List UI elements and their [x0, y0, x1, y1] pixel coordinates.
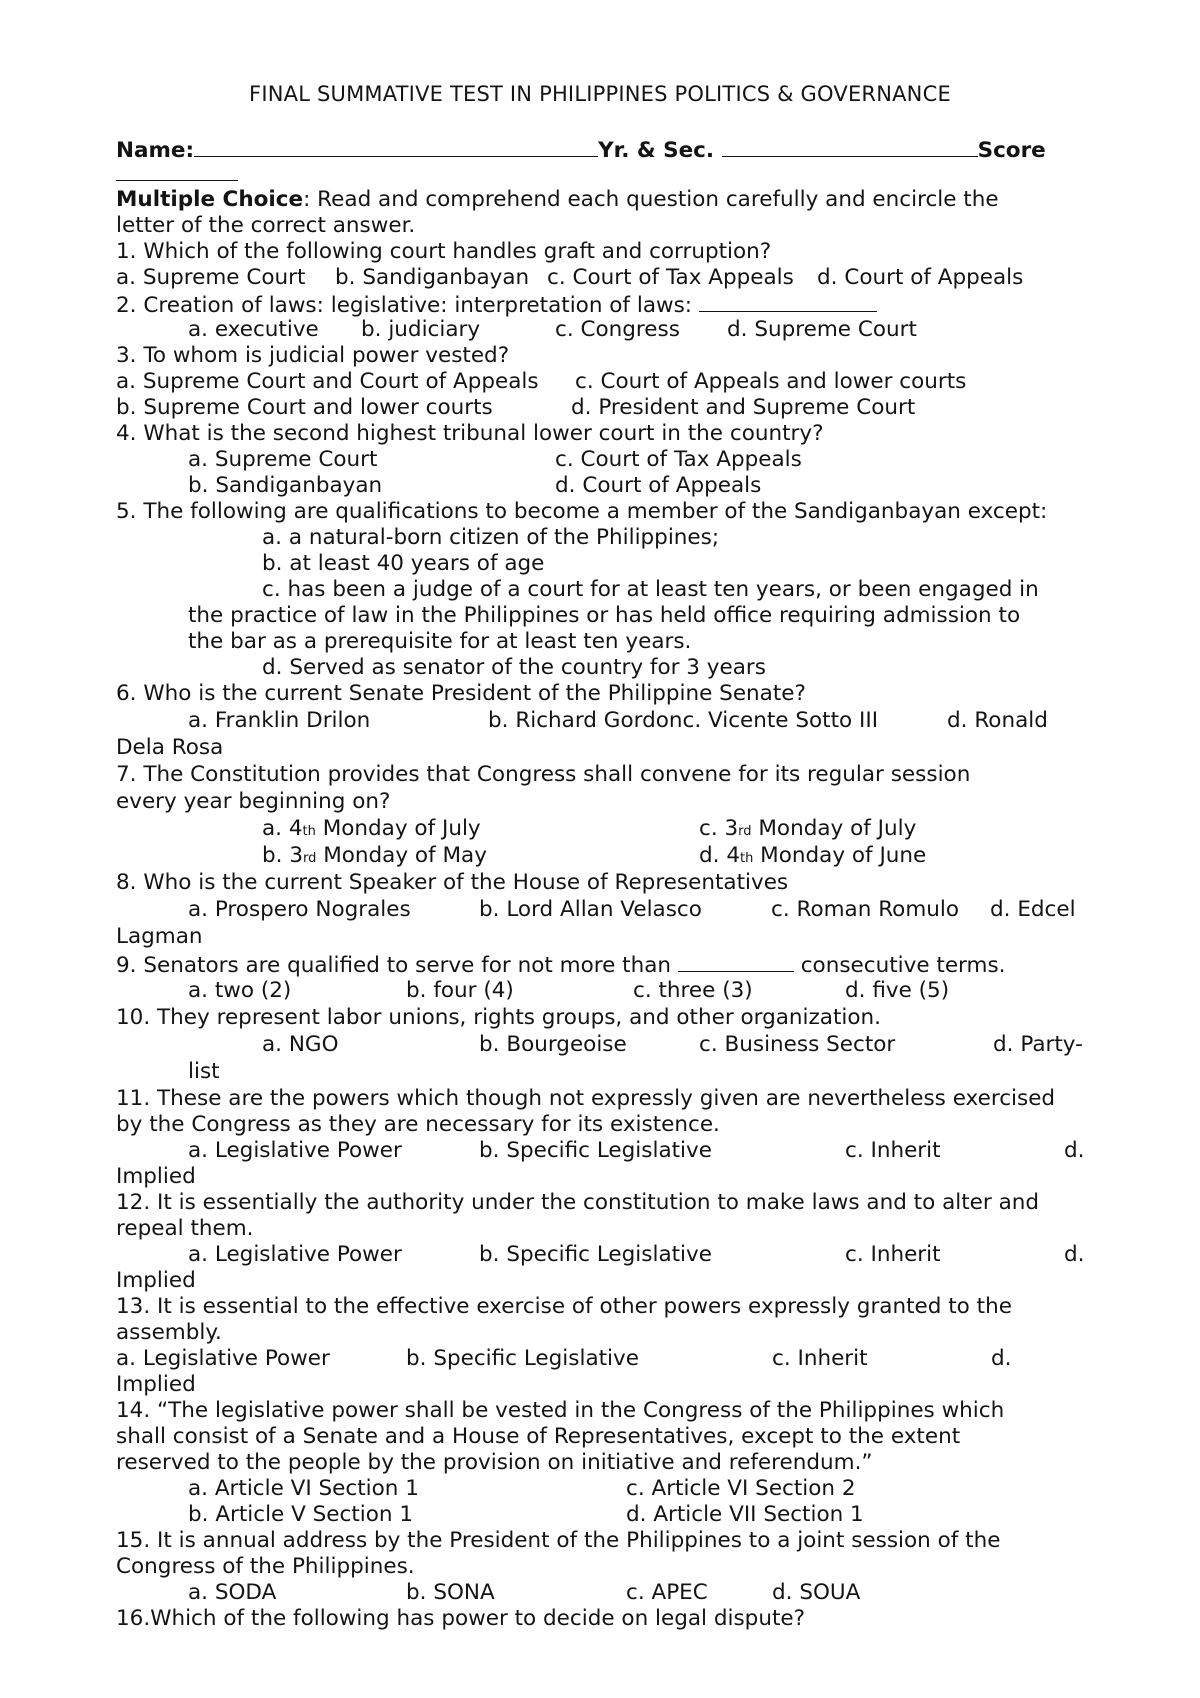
question-11-stem: 11. These are the powers which though not expressly given are nevertheless exercised: [116, 1086, 1056, 1111]
q10-option-c[interactable]: c. Business Sector: [699, 1032, 896, 1057]
q6-option-d-cont: Dela Rosa: [116, 735, 224, 760]
instructions-text: : Read and comprehend each question carefully and encircle the: [303, 187, 999, 212]
section-blank[interactable]: [722, 136, 978, 157]
q12-option-d-cont: Implied: [116, 1268, 196, 1293]
question-7-stem-cont: every year beginning on?: [116, 789, 391, 814]
q10-option-b[interactable]: b. Bourgeoise: [479, 1032, 627, 1057]
q14-option-c[interactable]: c. Article VI Section 2: [626, 1476, 856, 1501]
q3-option-a[interactable]: a. Supreme Court and Court of Appeals: [116, 369, 539, 394]
q5-option-a[interactable]: a. a natural-born citizen of the Philippines;: [262, 525, 720, 550]
q7-d-ordinal: th: [740, 851, 754, 866]
q13-option-d[interactable]: d.: [991, 1346, 1012, 1371]
q2-option-a[interactable]: a. executive: [188, 317, 319, 342]
q8-option-c[interactable]: c. Roman Romulo: [771, 897, 960, 922]
q6-option-bc[interactable]: b. Richard Gordonc. Vicente Sotto III: [488, 708, 879, 733]
q15-option-c[interactable]: c. APEC: [626, 1580, 708, 1605]
q10-option-a[interactable]: a. NGO: [262, 1032, 339, 1057]
q4-option-d[interactable]: d. Court of Appeals: [555, 473, 762, 498]
question-5-stem: 5. The following are qualifications to become a member of the Sandiganbayan except:: [116, 499, 1048, 524]
name-label: Name:: [116, 138, 195, 163]
q1-option-d[interactable]: d. Court of Appeals: [817, 265, 1024, 290]
question-13-stem-cont: assembly.: [116, 1320, 222, 1345]
q13-option-b[interactable]: b. Specific Legislative: [406, 1346, 639, 1371]
q12-option-d[interactable]: d.: [1064, 1242, 1085, 1267]
question-12-stem: 12. It is essentially the authority under the constitution to make laws and to alter and: [116, 1190, 1040, 1215]
q9-option-d[interactable]: d. five (5): [845, 978, 950, 1003]
q3-option-b[interactable]: b. Supreme Court and lower courts: [116, 395, 493, 420]
q6-option-a[interactable]: a. Franklin Drilon: [188, 708, 371, 733]
question-13-stem: 13. It is essential to the effective exercise of other powers expressly granted to the: [116, 1294, 1012, 1319]
q13-option-a[interactable]: a. Legislative Power: [116, 1346, 330, 1371]
q4-option-c[interactable]: c. Court of Tax Appeals: [555, 447, 802, 472]
q10-option-d[interactable]: d. Party-: [993, 1032, 1083, 1057]
q9-blank[interactable]: [678, 951, 794, 972]
q1-option-a[interactable]: a. Supreme Court: [116, 265, 306, 290]
question-10-stem: 10. They represent labor unions, rights groups, and other organization.: [116, 1005, 882, 1030]
q10-option-d-cont: list: [188, 1059, 220, 1084]
q2-option-d[interactable]: d. Supreme Court: [727, 317, 917, 342]
q5-option-c[interactable]: c. has been a judge of a court for at least ten years, or been engaged in: [262, 577, 1039, 602]
instructions-label: Multiple Choice: [116, 187, 304, 212]
q3-option-c[interactable]: c. Court of Appeals and lower courts: [575, 369, 967, 394]
question-3-stem: 3. To whom is judicial power vested?: [116, 343, 510, 368]
q11-option-d-cont: Implied: [116, 1164, 196, 1189]
q8-option-d[interactable]: d. Edcel: [990, 897, 1076, 922]
question-14-stem: 14. “The legislative power shall be vested in the Congress of the Philippines which: [116, 1398, 1005, 1423]
question-14-stem-cont-2: reserved to the people by the provision on initiative and referendum.”: [116, 1450, 873, 1475]
question-16-stem: 16.Which of the following has power to decide on legal dispute?: [116, 1606, 806, 1631]
q15-option-a[interactable]: a. SODA: [188, 1580, 277, 1605]
q7-d-post: Monday of June: [753, 843, 927, 868]
score-blank[interactable]: [116, 160, 238, 181]
q15-option-b[interactable]: b. SONA: [406, 1580, 495, 1605]
q7-a-pre: a. 4: [262, 816, 303, 841]
q12-option-c[interactable]: c. Inherit: [845, 1242, 941, 1267]
question-4-stem: 4. What is the second highest tribunal lower court in the country?: [116, 421, 824, 446]
score-label: Score: [977, 138, 1046, 163]
question-15-stem: 15. It is annual address by the President of the Philippines to a joint session of the: [116, 1528, 1001, 1553]
q7-d-pre: d. 4: [699, 843, 740, 868]
q2-option-c[interactable]: c. Congress: [555, 317, 680, 342]
q12-option-a[interactable]: a. Legislative Power: [188, 1242, 402, 1267]
question-14-stem-cont-1: shall consist of a Senate and a House of Representatives, except to the extent: [116, 1424, 961, 1449]
q15-option-d[interactable]: d. SOUA: [772, 1580, 861, 1605]
q9-option-a[interactable]: a. two (2): [188, 978, 292, 1003]
q13-option-d-cont: Implied: [116, 1372, 196, 1397]
q2-option-b[interactable]: b. judiciary: [361, 317, 481, 342]
q7-b-pre: b. 3: [262, 843, 303, 868]
score-blank-line: [116, 160, 238, 188]
section-label: Yr. & Sec.: [598, 138, 715, 163]
q7-c-ordinal: rd: [738, 824, 752, 839]
q5-option-c-cont-1: the practice of law in the Philippines or has held office requiring admission to: [188, 603, 1021, 628]
q14-option-d[interactable]: d. Article VII Section 1: [626, 1502, 864, 1527]
q5-option-d[interactable]: d. Served as senator of the country for 3 years: [262, 655, 766, 680]
q2-stem-text: 2. Creation of laws: legislative: interpretation of laws:: [116, 293, 693, 318]
q4-option-b[interactable]: b. Sandiganbayan: [188, 473, 383, 498]
q1-option-c[interactable]: c. Court of Tax Appeals: [547, 265, 794, 290]
q7-b-ordinal: rd: [303, 851, 317, 866]
instructions: [116, 187, 999, 213]
q7-c-pre: c. 3: [699, 816, 739, 841]
q2-blank[interactable]: [699, 291, 877, 312]
instructions-text-2: letter of the correct answer.: [116, 213, 416, 238]
q4-option-a[interactable]: a. Supreme Court: [188, 447, 378, 472]
q7-a-ordinal: th: [302, 824, 316, 839]
q9-option-b[interactable]: b. four (4): [406, 978, 514, 1003]
page-title: FINAL SUMMATIVE TEST IN PHILIPPINES POLITICS & GOVERNANCE: [249, 82, 951, 106]
question-11-stem-cont: by the Congress as they are necessary for its existence.: [116, 1112, 720, 1137]
q12-option-b[interactable]: b. Specific Legislative: [479, 1242, 712, 1267]
q5-option-b[interactable]: b. at least 40 years of age: [262, 551, 545, 576]
q7-a-post: Monday of July: [315, 816, 481, 841]
q9-stem-pre: 9. Senators are qualified to serve for not more than: [116, 953, 672, 978]
q11-option-c[interactable]: c. Inherit: [845, 1138, 941, 1163]
name-blank[interactable]: [194, 136, 598, 157]
q7-option-a[interactable]: [262, 816, 481, 845]
q7-option-b[interactable]: [262, 843, 487, 872]
q7-option-d[interactable]: [699, 843, 926, 872]
q7-option-c[interactable]: [699, 816, 916, 845]
q8-option-b[interactable]: b. Lord Allan Velasco: [479, 897, 702, 922]
q14-option-b[interactable]: b. Article V Section 1: [188, 1502, 414, 1527]
q5-option-c-cont-2: the bar as a prerequisite for at least ten years.: [188, 629, 692, 654]
q8-option-d-cont: Lagman: [116, 924, 203, 949]
q8-option-a[interactable]: a. Prospero Nograles: [188, 897, 411, 922]
question-1-stem: 1. Which of the following court handles graft and corruption?: [116, 239, 772, 264]
q3-option-d[interactable]: d. President and Supreme Court: [571, 395, 916, 420]
question-15-stem-cont: Congress of the Philippines.: [116, 1554, 415, 1579]
question-6-stem: 6. Who is the current Senate President of the Philippine Senate?: [116, 681, 806, 706]
q7-c-post: Monday of July: [751, 816, 917, 841]
header-line: [116, 136, 1046, 164]
question-7-stem: 7. The Constitution provides that Congress shall convene for its regular session: [116, 762, 971, 787]
q11-option-b[interactable]: b. Specific Legislative: [479, 1138, 712, 1163]
question-9-stem: [116, 951, 1006, 979]
q11-option-d[interactable]: d.: [1064, 1138, 1085, 1163]
q9-stem-post: consecutive terms.: [800, 953, 1006, 978]
q11-option-a[interactable]: a. Legislative Power: [188, 1138, 402, 1163]
q6-option-d[interactable]: d. Ronald: [947, 708, 1048, 733]
q9-option-c[interactable]: c. three (3): [633, 978, 753, 1003]
q14-option-a[interactable]: a. Article VI Section 1: [188, 1476, 419, 1501]
q7-b-post: Monday of May: [316, 843, 487, 868]
q1-option-b[interactable]: b. Sandiganbayan: [335, 265, 530, 290]
question-12-stem-cont: repeal them.: [116, 1216, 254, 1241]
q13-option-c[interactable]: c. Inherit: [772, 1346, 868, 1371]
question-2-stem: [116, 291, 877, 319]
question-8-stem: 8. Who is the current Speaker of the House of Representatives: [116, 870, 789, 895]
